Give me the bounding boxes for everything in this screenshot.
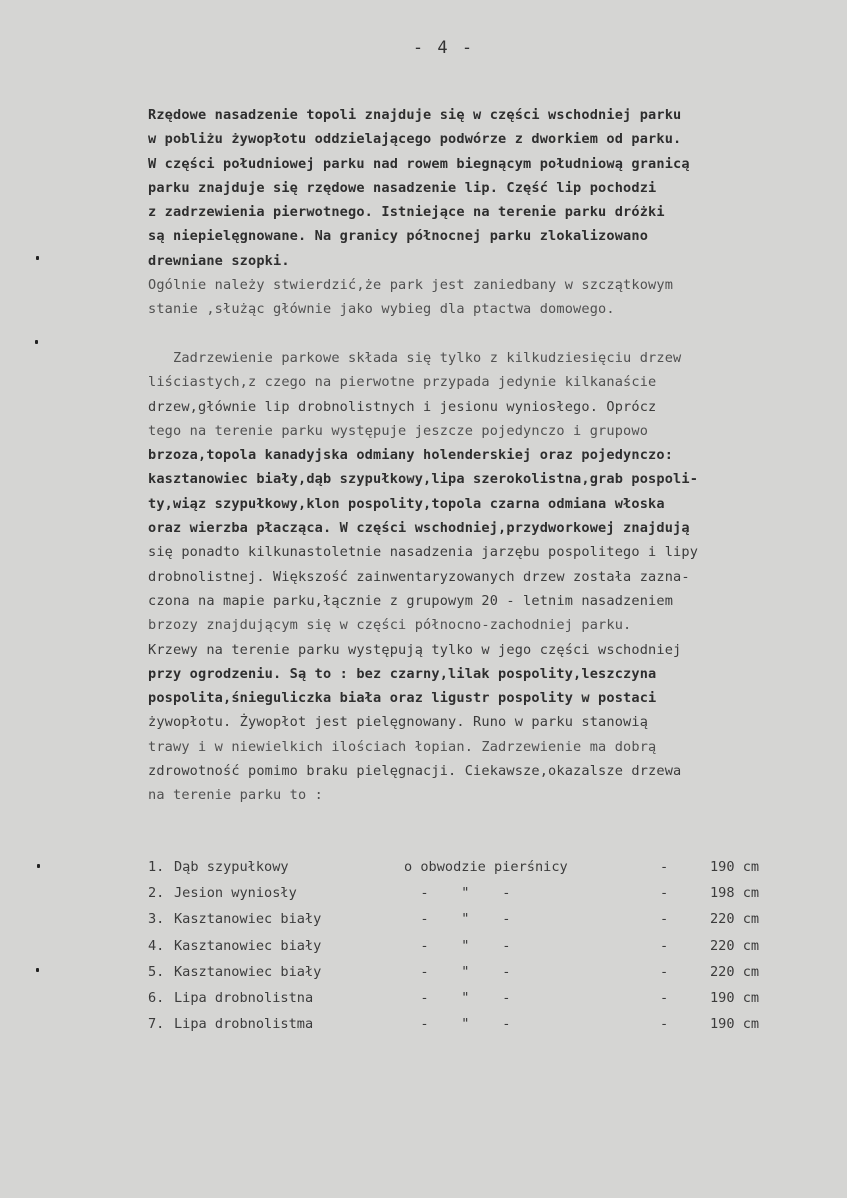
- document-body: [148, 103, 816, 808]
- tree-dash: -: [660, 911, 669, 928]
- tree-circumference: 190 cm: [710, 1016, 760, 1033]
- list-item: [148, 880, 816, 906]
- tree-number: 1.: [148, 859, 165, 875]
- binding-hole-mark: [37, 864, 40, 868]
- tree-number: 3.: [148, 911, 165, 928]
- text-line: w pobliżu żywopłotu oddzielającego podwórze z dworkiem od parku.: [148, 131, 682, 148]
- text-line: drewniane szopki.: [148, 252, 290, 269]
- list-item: [148, 959, 816, 985]
- text-line: na terenie parku to :: [148, 787, 324, 804]
- list-item: [148, 1011, 816, 1037]
- tree-dash: -: [660, 1016, 669, 1033]
- binding-hole-mark: [36, 968, 39, 972]
- text-line: kasztanowiec biały,dąb szypułkowy,lipa szerokolistna,grab pospoli-: [148, 471, 699, 488]
- text-line: ty,wiąz szypułkowy,klon pospolity,topola czarna odmiana włoska: [148, 495, 665, 512]
- list-item: [148, 933, 816, 959]
- text-line: są niepielęgnowane. Na granicy północnej parku zlokalizowano: [148, 228, 649, 245]
- tree-circumference: 220 cm: [710, 963, 760, 980]
- text-line: parku znajduje się rzędowe nasadzenie lip. Część lip pochodzi: [148, 179, 657, 196]
- tree-name: Kasztanowiec biały: [174, 937, 322, 954]
- text-line: tego na terenie parku występuje jeszcze pojedynczo i grupowo: [148, 422, 649, 439]
- tree-measure: - " -: [404, 963, 511, 980]
- tree-measure: - " -: [404, 989, 511, 1006]
- tree-name: Lipa drobnolistma: [174, 1016, 314, 1033]
- tree-name: Kasztanowiec biały: [174, 911, 322, 928]
- text-line: brzoza,topola kanadyjska odmiany holenderskiej oraz pojedynczo:: [148, 447, 674, 464]
- page-number: - 4 -: [412, 38, 475, 58]
- text-line: Zadrzewienie parkowe składa się tylko z kilkudziesięciu drzew: [148, 349, 682, 366]
- tree-circumference: 198 cm: [710, 885, 760, 902]
- list-item: [148, 906, 816, 932]
- tree-name: Kasztanowiec biały: [174, 963, 322, 980]
- tree-circumference: 220 cm: [710, 911, 760, 928]
- text-line: żywopłotu. Żywopłot jest pielęgnowany. Runo w parku stanowią: [148, 714, 649, 731]
- tree-measure: o obwodzie pierśnicy: [404, 859, 568, 875]
- text-line: trawy i w niewielkich ilościach łopian. Zadrzewienie ma dobrą: [148, 738, 657, 755]
- text-line: zdrowotność pomimo braku pielęgnacji. Ciekawsze,okazalsze drzewa: [148, 763, 682, 780]
- text-line: W części południowej parku nad rowem biegnącym południową granicą: [148, 155, 690, 172]
- text-line: Ogólnie należy stwierdzić,że park jest zaniedbany w szczątkowym: [148, 277, 674, 294]
- paragraph-inventory: [148, 346, 816, 808]
- text-line: Krzewy na terenie parku występują tylko w jego części wschodniej: [148, 641, 682, 658]
- tree-dash: -: [660, 989, 669, 1006]
- text-line: stanie ,służąc głównie jako wybieg dla ptactwa domowego.: [148, 301, 615, 318]
- paragraph-summary: [148, 273, 816, 322]
- tree-number: 5.: [148, 963, 165, 980]
- text-line: pospolita,śnieguliczka biała oraz ligustr pospolity w postaci: [148, 690, 657, 707]
- tree-name: Lipa drobnolistna: [174, 989, 314, 1006]
- binding-hole-mark: [35, 340, 38, 344]
- text-line: drzew,głównie lip drobnolistnych i jesionu wyniosłego. Oprócz: [148, 398, 657, 415]
- text-line: czona na mapie parku,łącznie z grupowym 20 - letnim nasadzeniem: [148, 592, 674, 609]
- tree-measure: - " -: [404, 911, 511, 928]
- tree-number: 2.: [148, 885, 165, 902]
- tree-circumference: 190 cm: [710, 989, 760, 1006]
- text-line: z zadrzewienia pierwotnego. Istniejące na terenie parku dróżki: [148, 204, 665, 221]
- tree-name: Dąb szypułkowy: [174, 859, 289, 875]
- tree-dash: -: [660, 859, 669, 875]
- section-heading: [148, 322, 816, 346]
- text-line: Rzędowe nasadzenie topoli znajduje się w części wschodniej parku: [148, 107, 682, 123]
- text-line: drobnolistnej. Większość zainwentaryzowanych drzew została zazna-: [148, 568, 690, 585]
- tree-dash: -: [660, 937, 669, 954]
- text-line: liściastych,z czego na pierwotne przypada jedynie kilkanaście: [148, 374, 657, 391]
- paragraph-parks-features: [148, 103, 816, 273]
- text-line: się ponadto kilkunastoletnie nasadzenia jarzębu pospolitego i lipy: [148, 544, 699, 561]
- tree-measure: - " -: [404, 937, 511, 954]
- tree-measure: - " -: [404, 885, 511, 902]
- tree-dash: -: [660, 885, 669, 902]
- text-line: przy ogrodzeniu. Są to : bez czarny,lilak pospolity,leszczyna: [148, 665, 657, 682]
- binding-hole-mark: [36, 256, 39, 260]
- list-item: [148, 985, 816, 1011]
- tree-number: 7.: [148, 1016, 165, 1033]
- text-line: oraz wierzba płacząca. W części wschodniej,przydworkowej znajdują: [148, 520, 690, 537]
- text-line: brzozy znajdującym się w części północno-zachodniej parku.: [148, 617, 632, 634]
- tree-measure: - " -: [404, 1016, 511, 1033]
- tree-name: Jesion wyniosły: [174, 885, 297, 902]
- tree-number: 4.: [148, 937, 165, 954]
- tree-circumference: 220 cm: [710, 937, 760, 954]
- tree-number: 6.: [148, 989, 165, 1006]
- tree-list: [148, 854, 816, 1037]
- tree-dash: -: [660, 963, 669, 980]
- tree-circumference: 190 cm: [710, 859, 760, 875]
- list-item: [148, 854, 816, 880]
